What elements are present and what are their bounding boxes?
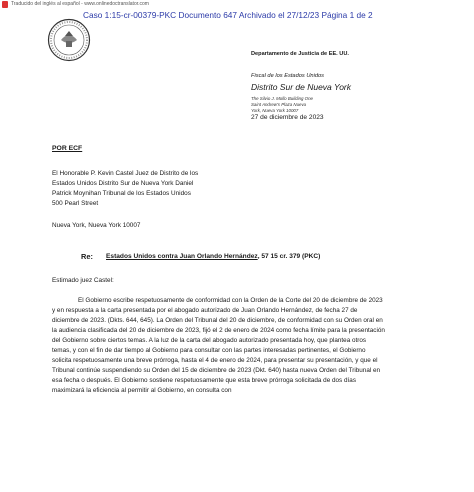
translation-bar [0,0,474,9]
department-name: Departamento de Justicia de EE. UU. [251,51,349,57]
body-line: la audiencia clasificada del 20 de diciembre de 2023, fijó el 2 de enero de 2024 como fecha límite para la presentación [52,327,385,334]
case-number: , 57 15 cr. 379 (PKC) [257,253,321,260]
recipient-line: El Honorable P. Kevin Castel Juez de Distrito de los [52,170,199,177]
re-label: Re: [81,252,93,261]
body-line: del Gobierno sobre ciertos temas. A la luz de la carta del abogado autorizado presentada hoy, que plantea otros [52,337,367,344]
body-line: temas, y con el fin de dar tiempo al Gobierno para consultar con las partes interesadas pertinentes, el Gobierno [52,347,366,354]
body-line: Tribunal continúe suspendiendo su Orden del 15 de diciembre de 2023 (Dkt. 640) hasta nueva Orden del Tribunal en [52,367,381,374]
recipient-line: Nueva York, Nueva York 10007 [52,222,141,229]
re-subject [106,253,320,260]
delivery-method: POR ECF [52,145,83,152]
case-header: Caso 1:15-cr-00379-PKC Documento 647 Archivado el 27/12/23 Página 1 de 2 [83,10,373,20]
address-line: York, Nueva York 10007 [251,108,299,113]
recipient-line: Estados Unidos Distrito Sur de Nueva York Daniel [52,180,194,187]
office-district: Distrito Sur de Nueva York [251,82,351,92]
salutation: Estimado juez Castel: [52,277,114,284]
body-line: diciembre de 2023. (Dkts. 644, 645). La Orden del Tribunal del 20 de diciembre, de conformidad con su Orden oral en [52,317,383,324]
recipient-line: Patrick Moynihan Tribunal de los Estados Unidos [52,190,191,197]
body-line: maximizará la eficiencia al permitir al Gobierno, en consulta con [52,387,232,394]
body-line: El Gobierno escribe respetuosamente de conformidad con la Orden de la Corte del 20 de diciembre de 2023 [78,297,383,304]
doj-seal-icon [47,18,91,62]
body-line: esa fecha o después. El Gobierno sostiene respetuosamente que esta breve prórroga solicitada de dos días [52,377,356,384]
address-line: Saint Andrew's Plaza Nueva [251,102,307,107]
address-line: The Silvio J. Mollo Building One [251,96,313,101]
pdf-icon [2,1,8,8]
body-line: y en respuesta a la carta presentada por el abogado autorizado de Juan Orlando Hernández, de fecha 27 de [52,307,358,314]
body-line: solicita respetuosamente una breve prórroga, hasta el 4 de enero de 2024, para presentar su presentación, y que el [52,357,378,364]
letter-date: 27 de diciembre de 2023 [251,114,324,121]
recipient-line: 500 Pearl Street [52,200,99,207]
translation-bar-text: Traducido del inglés al español - www.onlinedoctranslator.com [11,1,149,7]
office-title: Fiscal de los Estados Unidos [251,73,325,79]
case-name: Estados Unidos contra Juan Orlando Hernández [106,253,258,260]
